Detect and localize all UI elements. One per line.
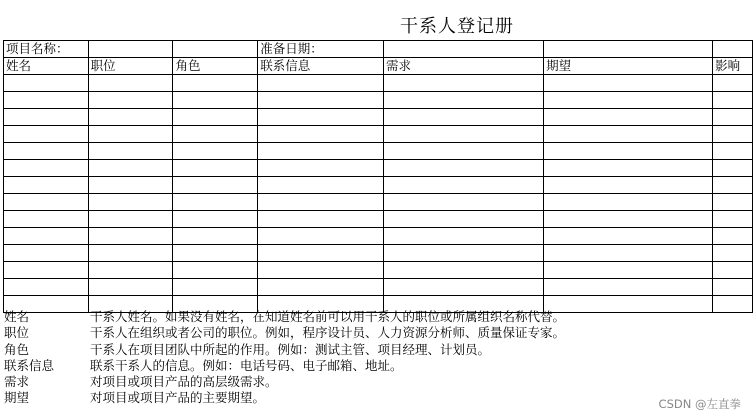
table-cell[interactable] — [258, 228, 384, 245]
header-row — [4, 58, 753, 75]
prepare-date-label: 准备日期： — [258, 41, 384, 58]
field-legend — [4, 309, 565, 407]
meta-blank — [713, 41, 753, 58]
table-cell[interactable] — [713, 194, 753, 211]
table-cell[interactable] — [4, 279, 89, 296]
table-row — [4, 109, 753, 126]
table-cell[interactable] — [713, 143, 753, 160]
table-cell[interactable] — [258, 143, 384, 160]
legend-row — [4, 358, 565, 374]
legend-row — [4, 390, 565, 406]
legend-term: 联系信息 — [4, 357, 55, 373]
table-cell[interactable] — [383, 262, 543, 279]
table-cell[interactable] — [88, 245, 173, 262]
table-row — [4, 92, 753, 109]
table-cell[interactable] — [544, 228, 713, 245]
table-cell[interactable] — [383, 126, 543, 143]
table-cell[interactable] — [713, 160, 753, 177]
col-header-name: 姓名 — [4, 58, 89, 75]
table-cell[interactable] — [258, 279, 384, 296]
table-cell[interactable] — [88, 92, 173, 109]
legend-row — [4, 325, 565, 341]
table-cell[interactable] — [713, 245, 753, 262]
table-cell[interactable] — [544, 262, 713, 279]
legend-term: 需求 — [4, 374, 30, 390]
table-cell[interactable] — [4, 194, 89, 211]
legend-term: 姓名 — [4, 309, 30, 324]
table-cell[interactable] — [173, 194, 258, 211]
legend-row — [4, 374, 565, 390]
register-table — [3, 40, 753, 313]
table-cell[interactable] — [88, 262, 173, 279]
table-cell[interactable] — [88, 228, 173, 245]
table-cell[interactable] — [383, 92, 543, 109]
table-cell[interactable] — [4, 228, 89, 245]
table-cell[interactable] — [88, 211, 173, 228]
table-cell[interactable] — [383, 109, 543, 126]
table-cell[interactable] — [173, 245, 258, 262]
table-cell[interactable] — [258, 160, 384, 177]
table-cell[interactable] — [88, 126, 173, 143]
table-cell[interactable] — [258, 177, 384, 194]
legend-desc: 联系干系人的信息。例如：电话号码、电子邮箱、地址。 — [90, 357, 403, 373]
table-cell[interactable] — [713, 109, 753, 126]
table-cell[interactable] — [88, 194, 173, 211]
table-cell[interactable] — [173, 160, 258, 177]
project-name-field[interactable] — [88, 41, 173, 58]
legend-term: 期望 — [4, 390, 30, 406]
table-row — [4, 228, 753, 245]
legend-desc: 干系人姓名。如果没有姓名，在知道姓名前可以用干系人的职位或所属组织名称代替。 — [90, 309, 566, 324]
table-cell[interactable] — [713, 92, 753, 109]
project-name-label: 项目名称： — [4, 41, 89, 58]
prepare-date-field[interactable] — [383, 41, 543, 58]
table-row — [4, 177, 753, 194]
table-cell[interactable] — [544, 75, 713, 92]
table-row — [4, 126, 753, 143]
table-cell[interactable] — [173, 143, 258, 160]
table-row — [4, 279, 753, 296]
table-cell[interactable] — [4, 160, 89, 177]
table-cell[interactable] — [258, 92, 384, 109]
table-cell[interactable] — [713, 211, 753, 228]
table-cell[interactable] — [88, 177, 173, 194]
table-cell[interactable] — [4, 126, 89, 143]
table-cell[interactable] — [713, 262, 753, 279]
table-cell[interactable] — [258, 194, 384, 211]
table-cell[interactable] — [258, 262, 384, 279]
table-cell[interactable] — [544, 92, 713, 109]
legend-row — [4, 309, 565, 325]
col-header-expectations: 期望 — [544, 58, 713, 75]
table-row — [4, 245, 753, 262]
legend-desc: 对项目或项目产品的高层级需求。 — [90, 374, 278, 390]
table-cell[interactable] — [383, 245, 543, 262]
table-cell[interactable] — [4, 211, 89, 228]
legend-desc: 对项目或项目产品的主要期望。 — [90, 390, 266, 406]
table-cell[interactable] — [544, 143, 713, 160]
col-header-contact: 联系信息 — [258, 58, 384, 75]
legend-desc: 干系人在项目团队中所起的作用。例如：测试主管、项目经理、计划员。 — [90, 341, 491, 357]
table-cell[interactable] — [88, 279, 173, 296]
table-cell[interactable] — [544, 296, 713, 313]
legend-desc: 干系人在组织或者公司的职位。例如，程序设计员、人力资源分析师、质量保证专家。 — [90, 325, 566, 341]
table-cell[interactable] — [383, 211, 543, 228]
watermark-credit: CSDN @左直拳 — [658, 397, 741, 411]
table-cell[interactable] — [258, 126, 384, 143]
table-cell[interactable] — [258, 109, 384, 126]
table-cell[interactable] — [713, 228, 753, 245]
table-row — [4, 160, 753, 177]
table-cell[interactable] — [544, 177, 713, 194]
table-cell[interactable] — [544, 109, 713, 126]
table-cell[interactable] — [383, 228, 543, 245]
table-cell[interactable] — [544, 211, 713, 228]
legend-term: 职位 — [4, 325, 30, 341]
table-cell[interactable] — [4, 143, 89, 160]
table-cell[interactable] — [713, 279, 753, 296]
table-cell[interactable] — [173, 177, 258, 194]
table-row — [4, 262, 753, 279]
table-cell[interactable] — [544, 279, 713, 296]
table-cell[interactable] — [88, 75, 173, 92]
col-header-influence: 影响 — [713, 58, 753, 75]
table-cell[interactable] — [383, 279, 543, 296]
table-cell[interactable] — [173, 279, 258, 296]
table-cell[interactable] — [4, 177, 89, 194]
col-header-position: 职位 — [88, 58, 173, 75]
table-cell[interactable] — [383, 143, 543, 160]
table-row — [4, 75, 753, 92]
table-cell[interactable] — [383, 194, 543, 211]
table-cell[interactable] — [173, 211, 258, 228]
table-cell[interactable] — [713, 126, 753, 143]
table-cell[interactable] — [88, 109, 173, 126]
table-cell[interactable] — [258, 245, 384, 262]
table-cell[interactable] — [4, 75, 89, 92]
legend-row — [4, 342, 565, 358]
table-cell[interactable] — [173, 75, 258, 92]
table-cell[interactable] — [173, 109, 258, 126]
table-cell[interactable] — [4, 109, 89, 126]
table-cell[interactable] — [544, 126, 713, 143]
table-cell[interactable] — [258, 75, 384, 92]
col-header-role: 角色 — [173, 58, 258, 75]
table-row — [4, 211, 753, 228]
table-cell[interactable] — [258, 211, 384, 228]
meta-row — [4, 41, 753, 58]
page-title: 干系人登记册 — [400, 16, 514, 37]
table-cell[interactable] — [544, 194, 713, 211]
table-cell[interactable] — [88, 160, 173, 177]
table-row — [4, 194, 753, 211]
table-cell[interactable] — [383, 160, 543, 177]
table-cell[interactable] — [383, 75, 543, 92]
table-cell[interactable] — [4, 245, 89, 262]
table-cell[interactable] — [173, 228, 258, 245]
table-cell[interactable] — [544, 245, 713, 262]
table-cell[interactable] — [173, 126, 258, 143]
col-header-requirements: 需求 — [383, 58, 543, 75]
table-cell[interactable] — [173, 262, 258, 279]
table-cell[interactable] — [4, 262, 89, 279]
table-cell[interactable] — [88, 143, 173, 160]
table-cell[interactable] — [713, 296, 753, 313]
table-cell[interactable] — [713, 177, 753, 194]
project-name-field-2[interactable] — [173, 41, 258, 58]
prepare-date-field-2[interactable] — [544, 41, 713, 58]
table-cell[interactable] — [173, 92, 258, 109]
table-row — [4, 143, 753, 160]
table-cell[interactable] — [713, 75, 753, 92]
table-cell[interactable] — [544, 160, 713, 177]
legend-term: 角色 — [4, 341, 30, 357]
table-cell[interactable] — [4, 92, 89, 109]
table-cell[interactable] — [383, 177, 543, 194]
